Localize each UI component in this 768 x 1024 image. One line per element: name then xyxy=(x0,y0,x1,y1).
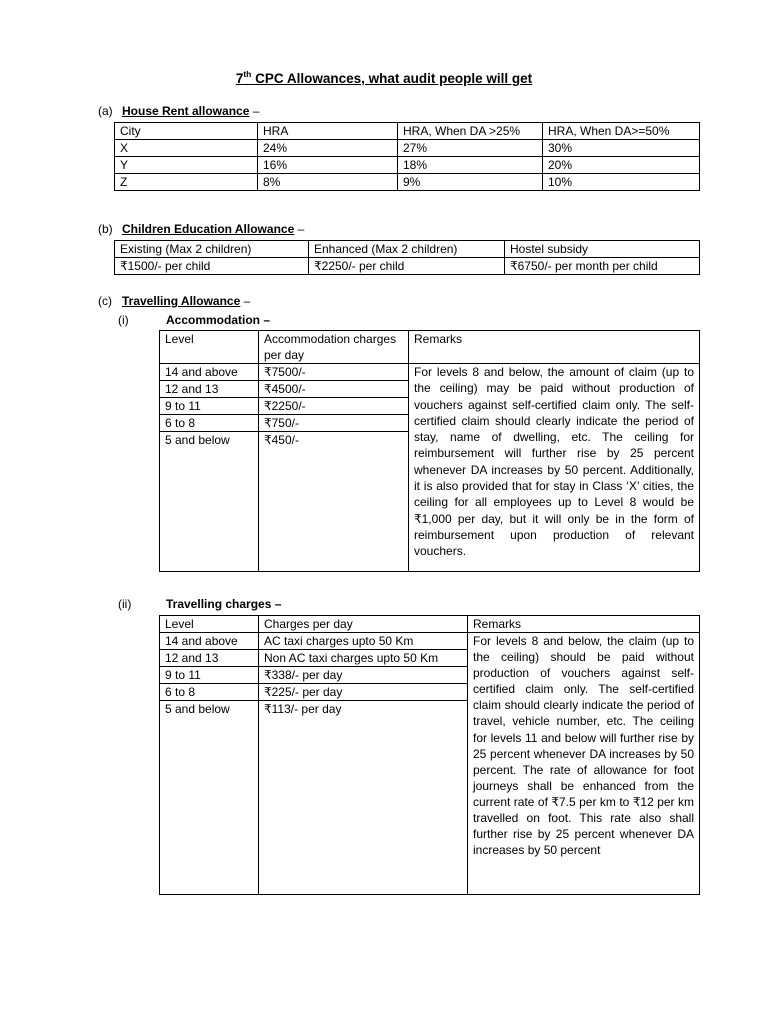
table-header-cell: Remarks xyxy=(409,331,700,364)
page-title xyxy=(0,69,768,87)
table-header-cell: Accommodation charges per day xyxy=(259,331,409,364)
table-cell: 5 and below xyxy=(160,701,259,895)
table-row xyxy=(115,174,700,191)
table-cell: 6 to 8 xyxy=(160,415,259,432)
table-header-cell: Remarks xyxy=(468,616,700,633)
subsection-travelling-heading xyxy=(118,597,281,611)
table-cell: Z xyxy=(115,174,258,191)
table-header-cell: HRA, When DA>=50% xyxy=(543,123,700,140)
section-dash: – xyxy=(294,222,305,236)
table-cell: ₹2250/- xyxy=(259,398,409,415)
table-header-row xyxy=(160,616,700,633)
subsection-label: Accommodation – xyxy=(166,313,271,327)
subsection-marker: (ii) xyxy=(118,597,132,611)
table-cell: 30% xyxy=(543,140,700,157)
table-header-cell: City xyxy=(115,123,258,140)
table-row xyxy=(160,364,700,381)
table-cell: 24% xyxy=(258,140,398,157)
table-cell: ₹1500/- per child xyxy=(115,258,309,275)
subsection-accommodation-heading xyxy=(118,313,270,327)
table-header-row xyxy=(160,331,700,364)
section-label: Children Education Allowance xyxy=(122,222,295,236)
table-header-cell: Charges per day xyxy=(259,616,468,633)
table-cell: 18% xyxy=(398,157,543,174)
table-cell: 6 to 8 xyxy=(160,684,259,701)
table-cell: ₹750/- xyxy=(259,415,409,432)
table-cell: Non AC taxi charges upto 50 Km xyxy=(259,650,468,667)
table-cell: 12 and 13 xyxy=(160,650,259,667)
table-cell: ₹225/- per day xyxy=(259,684,468,701)
table-row xyxy=(160,633,700,650)
table-cell: 14 and above xyxy=(160,364,259,381)
table-cell: X xyxy=(115,140,258,157)
section-marker: (c) xyxy=(98,294,112,308)
table-cell: 9% xyxy=(398,174,543,191)
hra-table xyxy=(114,122,700,191)
table-cell: ₹2250/- per child xyxy=(309,258,505,275)
table-cell: 5 and below xyxy=(160,432,259,572)
table-header-cell: Existing (Max 2 children) xyxy=(115,241,309,258)
table-cell: ₹7500/- xyxy=(259,364,409,381)
table-cell: AC taxi charges upto 50 Km xyxy=(259,633,468,650)
table-row xyxy=(115,258,700,275)
table-cell: 9 to 11 xyxy=(160,667,259,684)
section-dash: – xyxy=(240,294,251,308)
table-header-row xyxy=(115,241,700,258)
accommodation-table xyxy=(159,330,700,572)
table-cell: ₹4500/- xyxy=(259,381,409,398)
section-label: House Rent allowance xyxy=(122,104,250,118)
table-cell: 16% xyxy=(258,157,398,174)
title-prefix: 7 xyxy=(235,71,244,86)
table-row xyxy=(115,140,700,157)
table-header-cell: HRA, When DA >25% xyxy=(398,123,543,140)
section-ta-heading xyxy=(98,294,250,308)
table-header-cell: Hostel subsidy xyxy=(505,241,700,258)
table-cell: 10% xyxy=(543,174,700,191)
table-cell: 20% xyxy=(543,157,700,174)
table-cell: 12 and 13 xyxy=(160,381,259,398)
table-header-cell: Enhanced (Max 2 children) xyxy=(309,241,505,258)
table-header-row xyxy=(115,123,700,140)
travelling-table xyxy=(159,615,700,895)
section-marker: (a) xyxy=(98,104,113,118)
subsection-label: Travelling charges – xyxy=(166,597,282,611)
table-cell: 8% xyxy=(258,174,398,191)
table-cell: ₹338/- per day xyxy=(259,667,468,684)
table-header-cell: HRA xyxy=(258,123,398,140)
table-cell: ₹113/- per day xyxy=(259,701,468,895)
table-header-cell: Level xyxy=(160,616,259,633)
remarks-cell: For levels 8 and below, the claim (up to the ceiling) should be paid without production of vouchers against self-certified claim only. The self-certified claim should clearly indicate the period of travel, vehicle number, etc. The ceiling for levels 11 and below will further rise by 25 percent whenever DA increases by 50 percent. The rate of allowance for foot journeys shall be enhanced from the current rate of ₹7.5 per km to ₹12 per km travelled on foot. This rate also shall further rise by 25 percent whenever DA increases by 50 percent xyxy=(468,633,700,895)
table-cell: 14 and above xyxy=(160,633,259,650)
title-superscript: th xyxy=(243,69,252,79)
table-cell: ₹450/- xyxy=(259,432,409,572)
table-header-cell: Level xyxy=(160,331,259,364)
table-cell: 9 to 11 xyxy=(160,398,259,415)
section-label: Travelling Allowance xyxy=(122,294,241,308)
cea-table xyxy=(114,240,700,275)
remarks-cell: For levels 8 and below, the amount of claim (up to the ceiling) may be paid without production of vouchers against self-certified claim only. The self-certified claim should clearly indicate the period of stay, name of dwelling, etc. The ceiling for reimbursement will further rise by 25 percent whenever DA increases by 50 percent. Additionally, it is also provided that for stay in Class ‘X’ cities, the ceiling for all employees up to Level 8 would be ₹1,000 per day, but it will only be in the form of reimbursement upon production of relevant vouchers. xyxy=(409,364,700,572)
section-hra-heading xyxy=(98,104,259,118)
table-cell: ₹6750/- per month per child xyxy=(505,258,700,275)
table-cell: Y xyxy=(115,157,258,174)
section-dash: – xyxy=(249,104,260,118)
section-cea-heading xyxy=(98,222,304,236)
title-text: CPC Allowances, what audit people will get xyxy=(251,71,533,86)
table-cell: 27% xyxy=(398,140,543,157)
subsection-marker: (i) xyxy=(118,313,129,327)
section-marker: (b) xyxy=(98,222,113,236)
table-row xyxy=(115,157,700,174)
